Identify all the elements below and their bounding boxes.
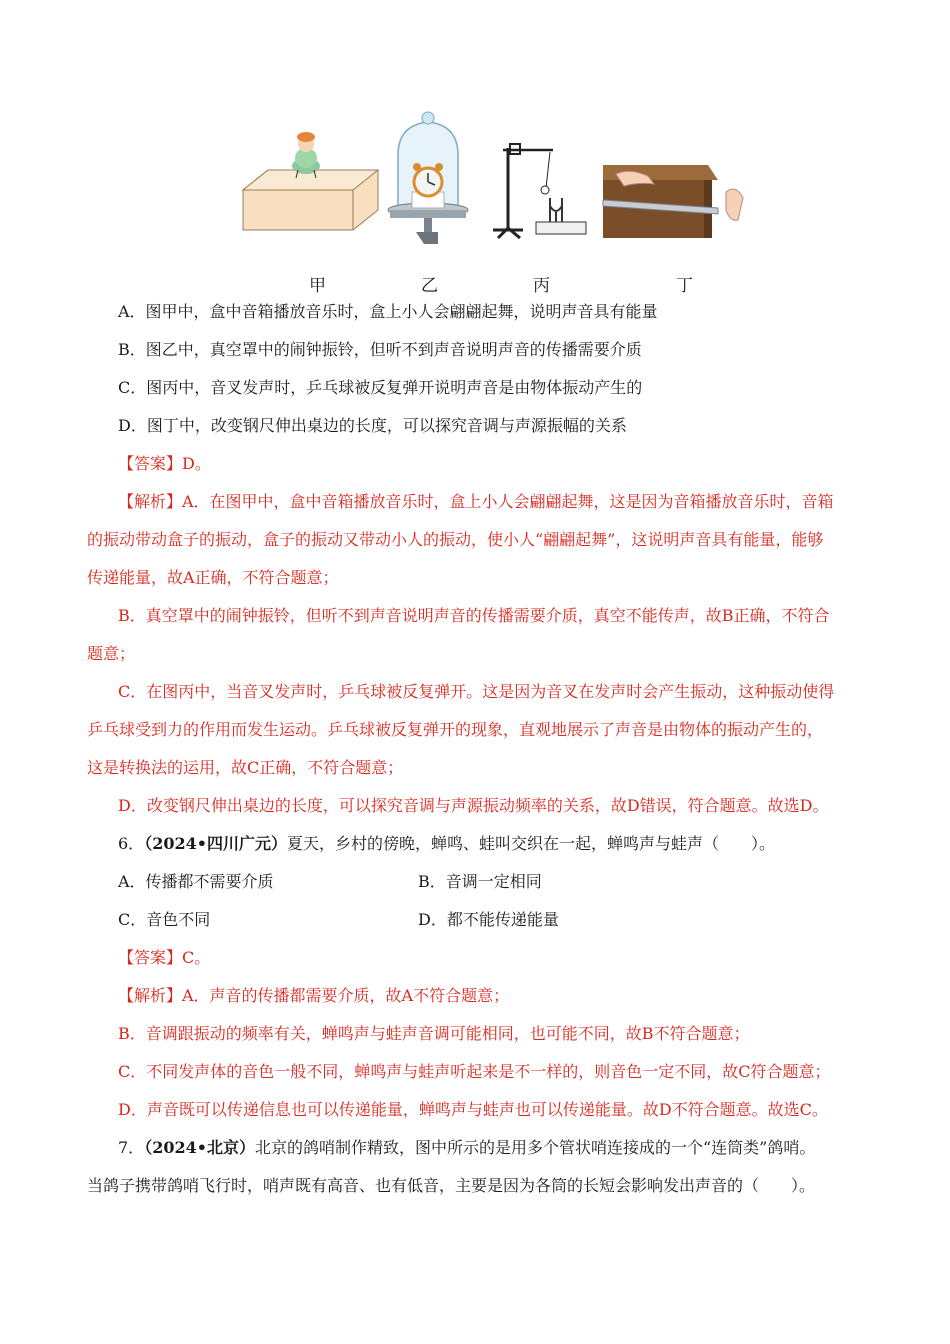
q6-option-c: C．音色不同 (118, 910, 211, 929)
q6-option-d: D．都不能传递能量 (418, 910, 559, 929)
q5-analysis-line: 【解析】A．在图甲中，盒中音箱播放音乐时，盒上小人会翩翩起舞，这是因为音箱播放音乐时，音箱 (118, 492, 834, 511)
q5-analysis-line: 乒乓球受到力的作用而发生运动。乒乓球被反复弹开的现象，直观地展示了声音是由物体的振动产生的， (87, 720, 824, 739)
q6-source: （2024•四川广元） (144, 834, 287, 853)
ruler-on-table-illustration (603, 165, 743, 238)
q5-analysis-line: 的振动带动盒子的振动，盒子的振动又带动小人的振动，使小人“翩翩起舞”，这说明声音具有能量，能够 (87, 530, 824, 549)
q5-analysis-line: D．改变钢尺伸出桌边的长度，可以探究音调与声源振动频率的关系，故D错误，符合题意。故选D。 (118, 796, 829, 815)
experiment-figure (238, 110, 758, 290)
q6-stem (118, 831, 950, 857)
q5-analysis-line: 题意； (87, 644, 136, 663)
bell-jar-illustration (388, 112, 468, 244)
q6-answer: 【答案】C。 (118, 948, 211, 967)
q5-option-b: B．图乙中，真空罩中的闹钟振铃，但听不到声音说明声音的传播需要介质 (118, 340, 642, 359)
q6-analysis-line: 【解析】A．声音的传播都需要介质，故A不符合题意； (118, 986, 510, 1005)
figure-label-yi: 乙 (421, 276, 438, 296)
q7-number: 7． (118, 1138, 145, 1157)
q6-stem-text: 夏天，乡村的傍晚，蝉鸣、蛙叫交织在一起，蝉鸣声与蛙声（ ）。 (286, 834, 775, 853)
q5-option-a: A．图甲中，盒中音箱播放音乐时，盒上小人会翩翩起舞，说明声音具有能量 (118, 302, 658, 321)
tuning-fork-stand-illustration (493, 144, 586, 238)
q7-stem (118, 1135, 950, 1161)
q6-option-b: B．音调一定相同 (418, 872, 542, 891)
q5-analysis-line: C．在图丙中，当音叉发声时，乒乓球被反复弹开。这是因为音叉在发声时会产生振动，这种振动使得 (118, 682, 835, 701)
q5-option-d: D．图丁中，改变钢尺伸出桌边的长度，可以探究音调与声源振幅的关系 (118, 416, 627, 435)
figure-label-jia: 甲 (309, 276, 326, 296)
q7-stem-text: 北京的鸽哨制作精致，图中所示的是用多个管状哨连接成的一个“连筒类”鸽哨。 (254, 1138, 816, 1157)
q6-analysis-line: B．音调跟振动的频率有关，蝉鸣声与蛙声音调可能相同，也可能不同，故B不符合题意； (118, 1024, 750, 1043)
q7-stem-continued: 当鸽子携带鸽哨飞行时，哨声既有高音、也有低音，主要是因为各筒的长短会影响发出声音的（ ）。 (87, 1176, 816, 1195)
q6-option-a: A．传播都不需要介质 (118, 872, 274, 891)
q5-analysis-line: B．真空罩中的闹钟振铃，但听不到声音说明声音的传播需要介质，真空不能传声，故B正确，不符合 (118, 606, 830, 625)
q5-answer: 【答案】D。 (118, 454, 211, 473)
q5-analysis-line: 传递能量，故A正确，不符合题意； (87, 568, 339, 587)
q6-number: 6． (118, 834, 145, 853)
q5-analysis-line: 这是转换法的运用，故C正确，不符合题意； (87, 758, 404, 777)
q7-source: （2024•北京） (144, 1138, 255, 1157)
q5-option-c: C．图丙中，音叉发声时，乒乓球被反复弹开说明声音是由物体振动产生的 (118, 378, 643, 397)
figure-label-bing: 丙 (533, 276, 550, 296)
box-with-figurine-illustration (243, 132, 378, 230)
q6-analysis-line: C．不同发声体的音色一般不同，蝉鸣声与蛙声听起来是不一样的，则音色一定不同，故C符合题意； (118, 1062, 831, 1081)
q6-analysis-line: D．声音既可以传递信息也可以传递能量，蝉鸣声与蛙声也可以传递能量。故D不符合题意。故选C。 (118, 1100, 828, 1119)
figure-label-ding: 丁 (676, 276, 693, 296)
